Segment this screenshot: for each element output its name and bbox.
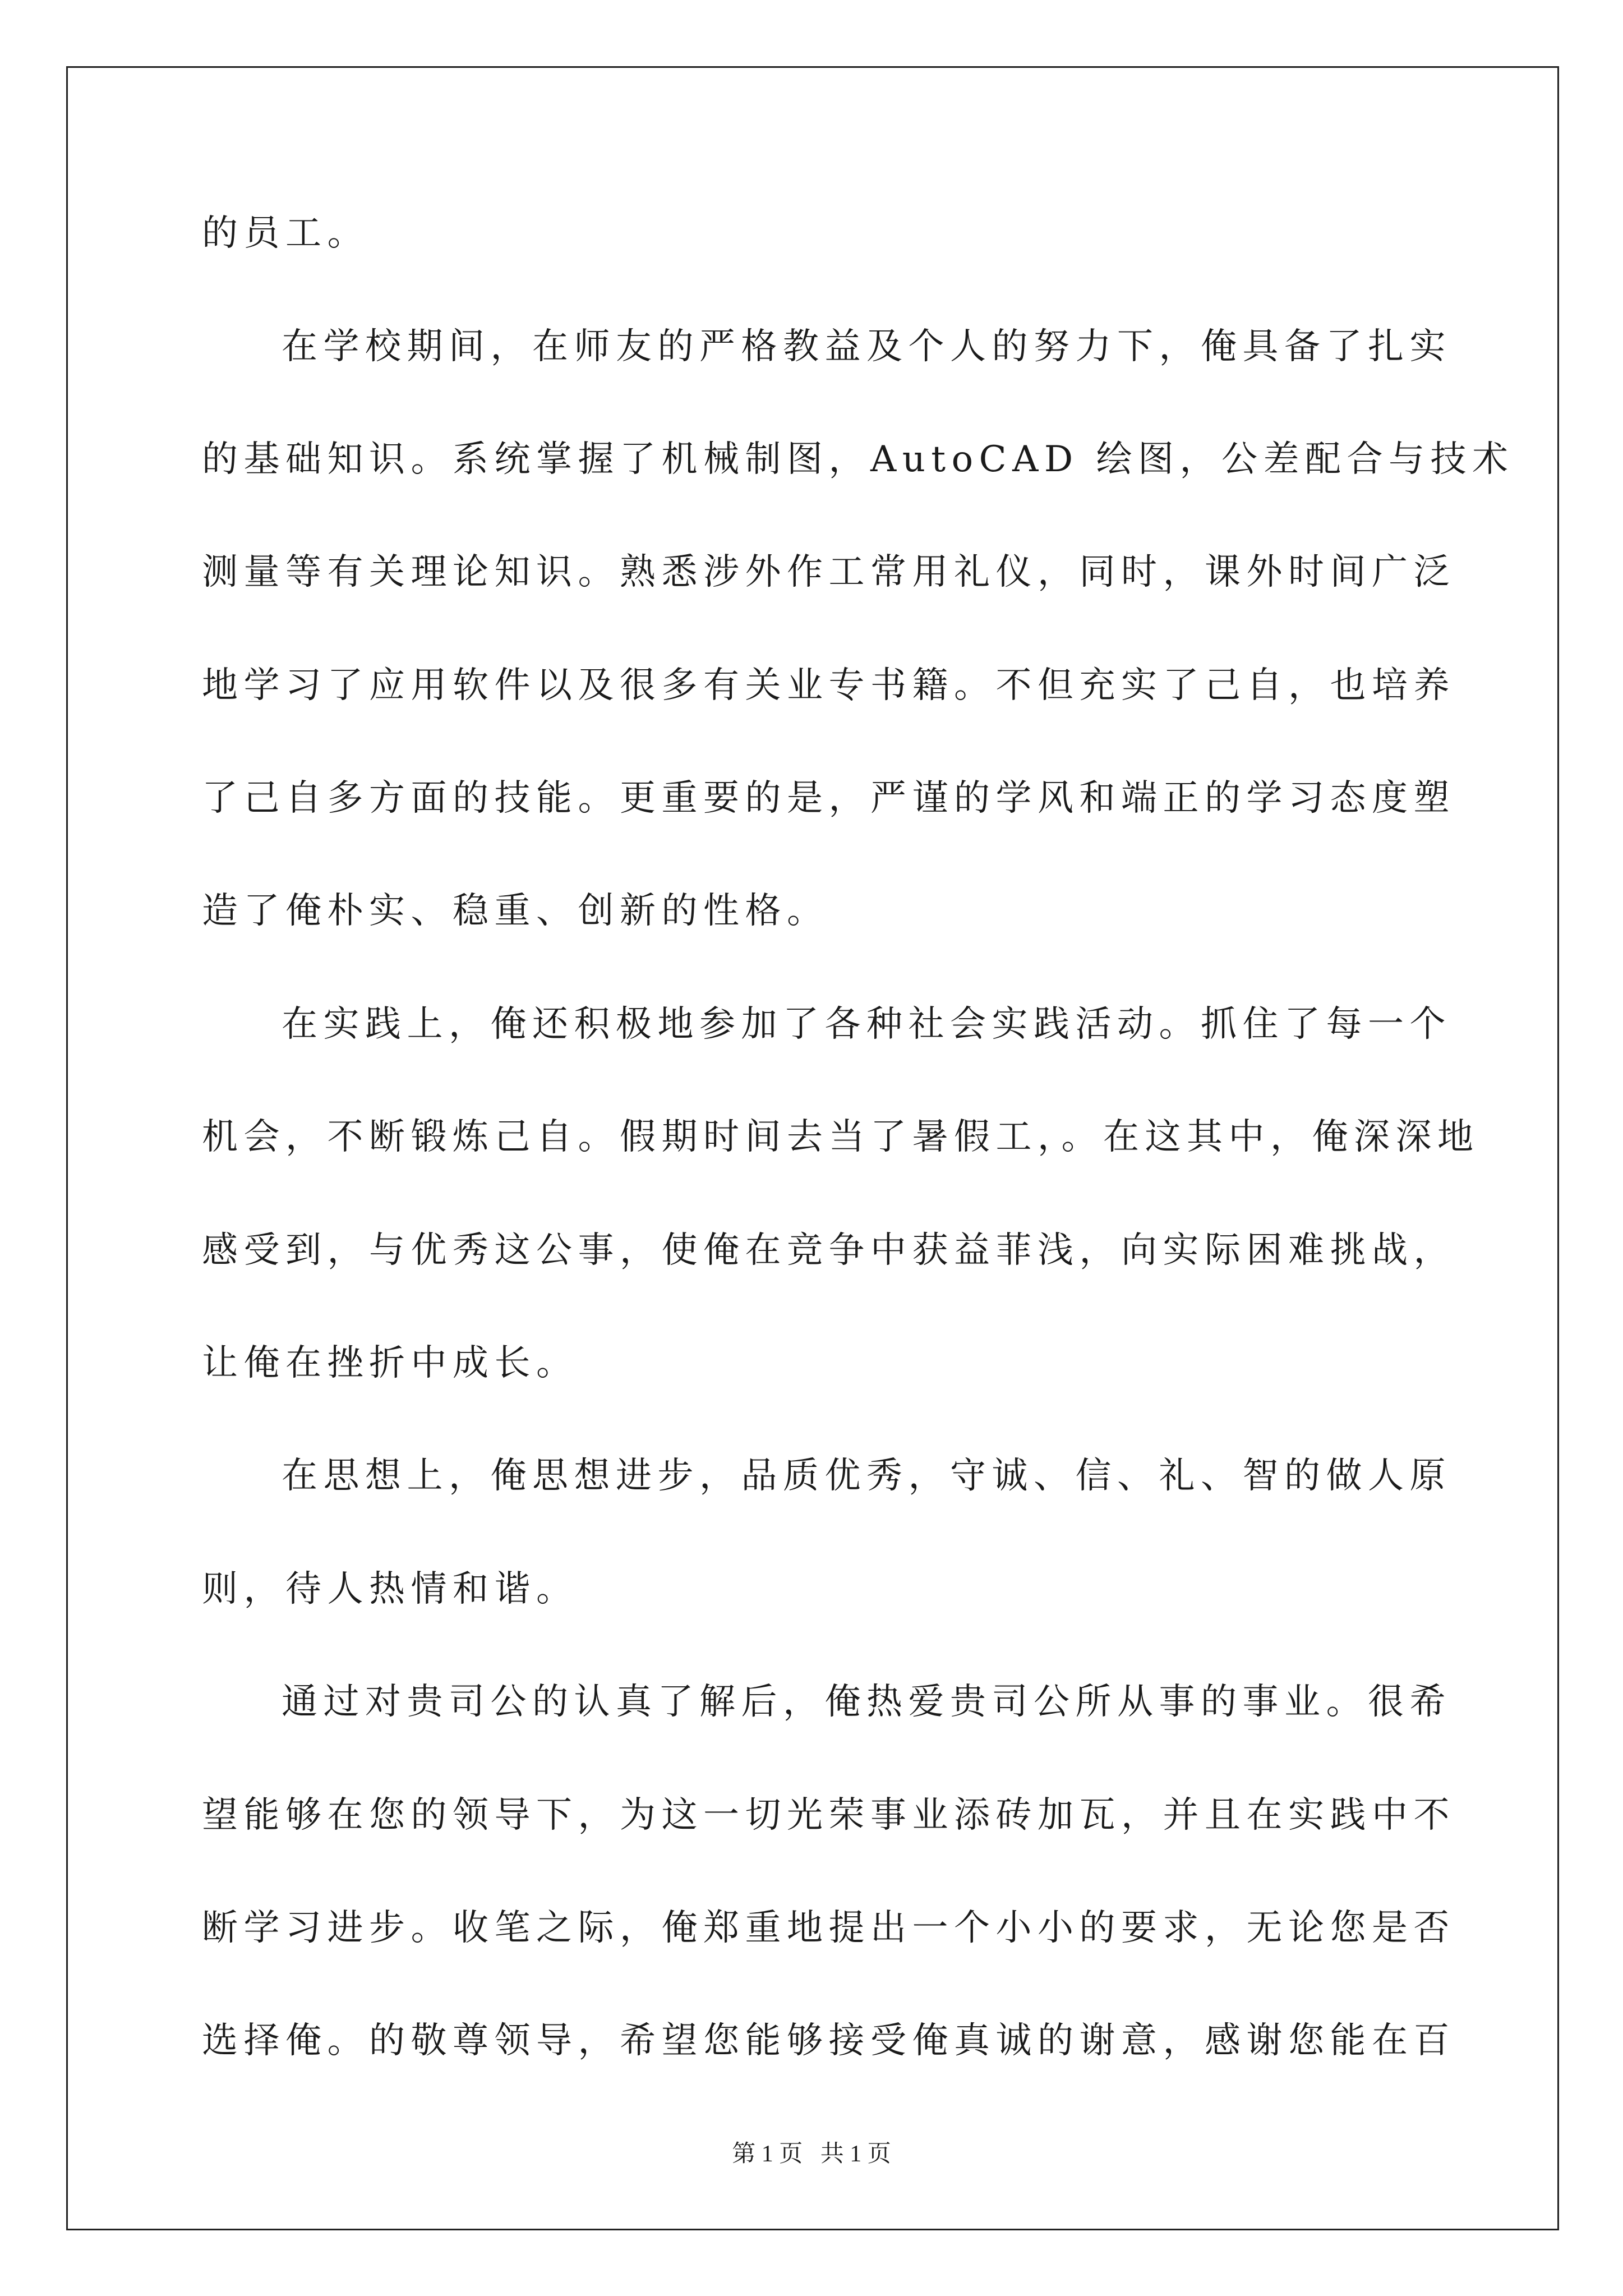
- page-footer: 第 1 页 共 1 页: [732, 2141, 891, 2167]
- text-line: 望能够在您的领导下，为这一切光荣事业添砖加瓦，并且在实践中不: [202, 1795, 1455, 1836]
- text-line: 断学习进步。收笔之际，俺郑重地提出一个小小的要求，无论您是否: [202, 1907, 1455, 1949]
- text-line: 造了俺朴实、稳重、创新的性格。: [202, 890, 829, 932]
- text-line: 机会，不断锻炼己自。假期时间去当了暑假工，。在这其中，俺深深地: [202, 1116, 1479, 1158]
- text-line: 在思想上，俺思想进步，品质优秀，守诚、信、礼、智的做人原: [282, 1455, 1451, 1497]
- text-line: 在实践上，俺还积极地参加了各种社会实践活动。抓住了每一个: [282, 1004, 1451, 1045]
- text-line: 了己自多方面的技能。更重要的是，严谨的学风和端正的学习态度塑: [202, 777, 1455, 819]
- text-line: 在学校期间，在师友的严格教益及个人的努力下，俺具备了扎实: [282, 326, 1451, 367]
- text-line: 则，待人热情和谐。: [202, 1568, 578, 1610]
- text-line: 地学习了应用软件以及很多有关业专书籍。不但充实了己自，也培养: [202, 665, 1455, 706]
- text-line: 测量等有关理论知识。熟悉涉外作工常用礼仪，同时，课外时间广泛: [202, 551, 1455, 593]
- text-line: 的基础知识。系统掌握了机械制图，AutoCAD 绘图，公差配合与技术: [202, 439, 1514, 480]
- text-line: 通过对贵司公的认真了解后，俺热爱贵司公所从事的事业。很希: [282, 1681, 1451, 1723]
- text-line: 的员工。: [202, 213, 369, 254]
- text-line: 选择俺。的敬尊领导，希望您能够接受俺真诚的谢意，感谢您能在百: [202, 2020, 1455, 2062]
- text-line: 感受到，与优秀这公事，使俺在竞争中获益菲浅，向实际困难挑战，: [202, 1230, 1455, 1271]
- text-line: 让俺在挫折中成长。: [202, 1342, 578, 1384]
